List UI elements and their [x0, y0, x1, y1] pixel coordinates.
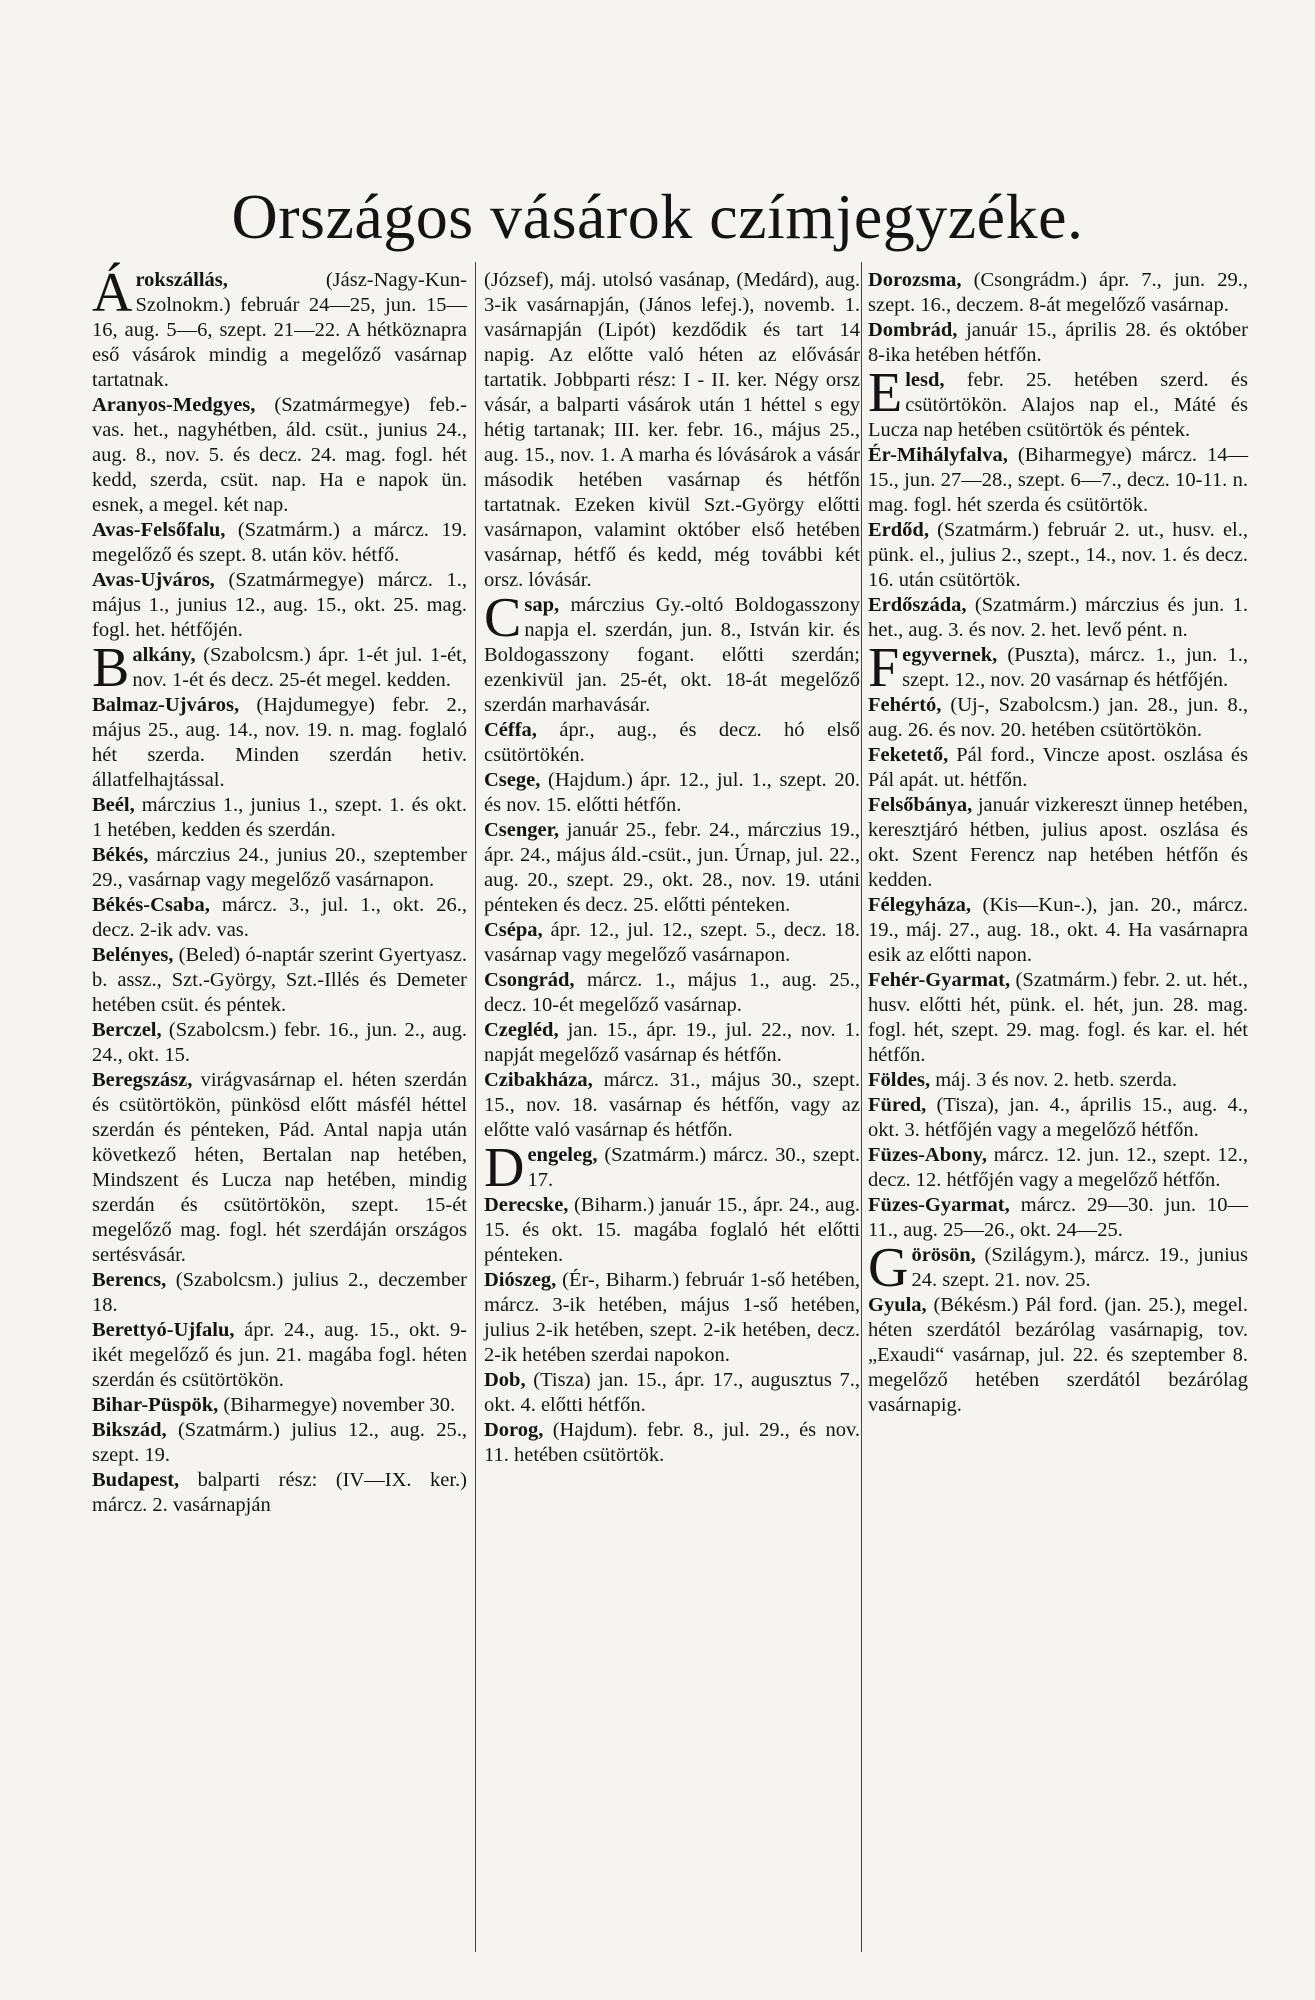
- market-dates: (Szatmárm.) márcz. 30., szept. 17.: [527, 1144, 860, 1191]
- town-name: Aranyos-Medgyes,: [92, 394, 256, 416]
- market-dates: (Biharmegye) november 30.: [218, 1394, 456, 1416]
- market-dates: (Szilágym.), márcz. 19., junius 24. szept. 21. nov. 25.: [911, 1244, 1248, 1291]
- market-entry: [868, 318, 1248, 368]
- market-entry: [92, 893, 467, 943]
- town-name: Erdőszáda,: [868, 594, 967, 616]
- market-entry: [868, 1293, 1248, 1418]
- market-dates: (Ér-, Biharm.) február 1-ső hetében, márcz. 3-ik hetében, május 1-ső hetében, julius 2-ik hetében, szept. 2-ik hetében, decz. 2-ik hetében szerdai napokon.: [484, 1269, 860, 1366]
- town-name: sap,: [524, 594, 560, 616]
- market-entry: [484, 768, 860, 818]
- town-name: Berencs,: [92, 1269, 167, 1291]
- market-dates: (Szatmárm.) a márcz. 19. megelőző és szept. 8. után köv. hétfő.: [92, 519, 467, 566]
- market-entry: [92, 262, 467, 393]
- market-dates: (Szatmárm.) márczius és jun. 1. het., aug. 3. és nov. 2. het. levő pént. n.: [868, 594, 1248, 641]
- market-entry: [484, 1193, 860, 1268]
- market-dates: (Szabolcsm.) febr. 16., jun. 2., aug. 24., okt. 15.: [92, 1019, 467, 1066]
- market-dates: (Békésm.) Pál ford. (jan. 25.), megel. héten szerdától bezárólag vasárnapig, tov. „Exaudi“ vasárnap, jul. 22. és szeptember 8. megelőző hetében szerdától bezárólag vasárnapig.: [868, 1294, 1248, 1416]
- page-title: Országos vásárok czímjegyzéke.: [231, 181, 1084, 252]
- town-name: Bihar-Püspök,: [92, 1394, 219, 1416]
- market-entry: [868, 1143, 1248, 1193]
- column-divider: [861, 262, 862, 1952]
- market-dates: ápr. 24., aug. 15., okt. 9-ikét megelőző és jun. 21. magába fogl. héten szerdán és csütörtökön.: [92, 1319, 467, 1391]
- town-name: Békés-Csaba,: [92, 894, 210, 916]
- town-name: Czibakháza,: [484, 1069, 593, 1091]
- market-dates: márcz. 1., május 1., aug. 25., decz. 10-ét megelőző vasárnap.: [484, 969, 860, 1016]
- town-name: Derecske,: [484, 1194, 569, 1216]
- drop-cap: E: [868, 362, 903, 424]
- town-name: Avas-Felsőfalu,: [92, 519, 226, 541]
- market-entry: [868, 443, 1248, 518]
- town-name: Békés,: [92, 844, 149, 866]
- town-name: Berczel,: [92, 1019, 162, 1041]
- town-name: Budapest,: [92, 1469, 180, 1491]
- town-name: Csépa,: [484, 919, 543, 941]
- town-name: Beél,: [92, 794, 135, 816]
- market-entry: [868, 1093, 1248, 1143]
- town-name: Gyula,: [868, 1294, 927, 1316]
- market-dates: márcz. 31., május 30., szept. 15., nov. 18. vasárnap és hétfőn, vagy az előtte való vasárnap és hétfőn.: [484, 1069, 860, 1141]
- drop-cap: D: [484, 1137, 525, 1199]
- market-entry: [92, 568, 467, 643]
- town-name: engeleg,: [527, 1144, 598, 1166]
- market-entry: [484, 968, 860, 1018]
- market-dates: márczius 1., junius 1., szept. 1. és okt. 1 hetében, kedden és szerdán.: [92, 794, 467, 841]
- market-dates: (Jász-Nagy-Kun-Szolnokm.) február 24—25, jun. 15—16, aug. 5—6, szept. 21—22. A hétköznapra eső vásárok mindig a megelőző vasárnap tartatnak.: [92, 269, 467, 391]
- market-dates: (Biharmegye) márcz. 14—15., jun. 27—28., szept. 6—7., decz. 10-11. n. mag. fogl. hét szerda és csütörtök.: [868, 444, 1248, 516]
- market-entry: [868, 268, 1248, 318]
- town-name: Avas-Ujváros,: [92, 569, 215, 591]
- market-entry: [868, 593, 1248, 643]
- town-name: Feketető,: [868, 744, 949, 766]
- market-entry: [868, 1237, 1248, 1299]
- market-dates: (Szatmármegye) feb.-vas. het., nagyhétben, áld. csüt., junius 24., aug. 8., nov. 5. és decz. 24. mag. fogl. hét kedd, szerda, csüt. nap. Ha e napok ün. esnek, a megel. két nap.: [92, 394, 467, 516]
- market-dates: márcz. 3., jul. 1., okt. 26., decz. 2-ik adv. vas.: [92, 894, 467, 941]
- town-name: rokszállás,: [135, 269, 228, 291]
- town-name: Dob,: [484, 1369, 526, 1391]
- market-dates: (Szabolcsm.) julius 2., deczember 18.: [92, 1269, 467, 1316]
- market-dates: ápr. 12., jul. 12., szept. 5., decz. 18. vasárnap vagy megelőző vasárnapon.: [484, 919, 860, 966]
- market-dates: márcz. 29—30. jun. 10—11., aug. 25—26., okt. 24—25.: [868, 1194, 1248, 1241]
- town-name: Balmaz-Ujváros,: [92, 694, 240, 716]
- market-entry: [92, 1068, 467, 1268]
- market-dates: (Szatmármegye) márcz. 1., május 1., junius 12., aug. 15., okt. 25. mag. fogl. het. hétfőjén.: [92, 569, 467, 641]
- town-name: lesd,: [905, 369, 945, 391]
- market-dates: márczius 24., junius 20., szeptember 29., vasárnap vagy megelőző vasárnapon.: [92, 844, 467, 891]
- market-dates: ápr., aug., és decz. hó első csütörtökén.: [484, 719, 860, 766]
- town-name: Beregszász,: [92, 1069, 193, 1091]
- market-entry: [484, 818, 860, 918]
- market-entry: [92, 1268, 467, 1318]
- town-name: Csege,: [484, 769, 541, 791]
- town-name: Erdőd,: [868, 519, 929, 541]
- market-entry: [484, 718, 860, 768]
- town-name: Dombrád,: [868, 319, 958, 341]
- town-name: Fehértó,: [868, 694, 942, 716]
- town-name: Füred,: [868, 1094, 927, 1116]
- market-dates: (Szatmárm.) julius 12., aug. 25., szept. 19.: [92, 1419, 467, 1466]
- market-entry: [92, 943, 467, 1018]
- town-name: örösön,: [911, 1244, 976, 1266]
- market-dates: márczius Gy.-oltó Boldogasszony napja el. szerdán, jun. 8., István kir. és Boldogasszony fogant. előtti szerdán; ezenkivül jan. 25-ét, okt. 18-át megelőző szerdán marhavásár.: [484, 594, 860, 716]
- market-entry: [868, 637, 1248, 699]
- market-entry: [92, 1468, 467, 1518]
- market-entry: [868, 1193, 1248, 1243]
- market-entry: [92, 518, 467, 568]
- market-dates: márcz. 12. jun. 12., szept. 12., decz. 12. hétfőjén vagy a megelőző hétfőn.: [868, 1144, 1248, 1191]
- market-dates: (Szatmárm.) február 2. ut., husv. el., pünk. el., julius 2., szept., 14., nov. 1. és decz. 16. után csütörtök.: [868, 519, 1248, 591]
- drop-cap: Á: [92, 262, 133, 324]
- town-name: Céffa,: [484, 719, 537, 741]
- market-dates: (Tisza), jan. 4., április 15., aug. 4., okt. 3. hétfőjén vagy a megelőző hétfőn.: [868, 1094, 1248, 1141]
- market-entry: [92, 843, 467, 893]
- town-name: egyvernek,: [902, 644, 998, 666]
- market-dates: (Hajdumegye) febr. 2., május 25., aug. 14., nov. 19. n. mag. foglaló hét szerda. Minden szerdán hetiv. állatfelhajtással.: [92, 694, 467, 791]
- town-name: Csenger,: [484, 819, 559, 841]
- market-dates: virágvasárnap el. héten szerdán és csütörtökön, pünkösd előtt másfél héttel szerdán és pénteken, Pád. Antal napja után következő héten, Bertalan nap hetében, Mindszent és Lucza nap hetében, mindig szerdán és csütörtökön, szept. 15-ét megelőző mag. fogl. hét szerdáján országos sertésvásár.: [92, 1069, 467, 1266]
- town-name: Dorog,: [484, 1419, 544, 1441]
- market-entry: [92, 693, 467, 793]
- market-entry: [868, 362, 1248, 443]
- town-name: Diószeg,: [484, 1269, 557, 1291]
- market-dates: (Beled) ó-naptár szerint Gyertyasz. b. assz., Szt.-György, Szt.-Illés és Demeter hetében csüt. és péntek.: [92, 944, 467, 1016]
- town-name: Dorozsma,: [868, 269, 962, 291]
- market-dates: jan. 15., ápr. 19., jul. 22., nov. 1. napját megelőző vasárnap és hétfőn.: [484, 1019, 860, 1066]
- market-entry: [484, 1418, 860, 1468]
- market-dates: balparti rész: (IV—IX. ker.) márcz. 2. vasárnapján: [92, 1469, 467, 1516]
- market-dates: (Hajdum.) ápr. 12., jul. 1., szept. 20. és nov. 15. előtti hétfőn.: [484, 769, 860, 816]
- market-dates: máj. 3 és nov. 2. hetb. szerda.: [930, 1069, 1177, 1091]
- column-3: [868, 268, 1248, 1418]
- town-name: alkány,: [132, 644, 196, 666]
- market-entry: [868, 693, 1248, 743]
- market-dates: január 25., febr. 24., márczius 19., ápr. 24., május áld.-csüt., jun. Úrnap, jul. 22., aug. 20., szept. 29., okt. 28., nov. 19. utáni pénteken és decz. 25. előtti pénteken.: [484, 819, 860, 916]
- market-entry: [868, 968, 1248, 1068]
- market-entry: [868, 893, 1248, 968]
- market-dates: (Kis—Kun-.), jan. 20., márcz. 19., máj. 27., aug. 18., okt. 4. Ha vasárnapra esik az előtti napon.: [868, 894, 1248, 966]
- drop-cap: B: [92, 637, 130, 699]
- market-dates: Pál ford., Vincze apost. oszlása és Pál apát. ut. hétfőn.: [868, 744, 1248, 791]
- town-name: Berettyó-Ujfalu,: [92, 1319, 235, 1341]
- market-entry: [92, 1393, 467, 1418]
- market-entry: [92, 1418, 467, 1468]
- market-dates: (Tisza) jan. 15., ápr. 17., augusztus 7., okt. 4. előtti hétfőn.: [484, 1369, 860, 1416]
- market-entry: [868, 743, 1248, 793]
- drop-cap: F: [868, 637, 900, 699]
- market-entry: [484, 918, 860, 968]
- market-dates: (Csongrádm.) ápr. 7., jun. 29., szept. 16., deczem. 8-át megelőző vasárnap.: [868, 269, 1248, 316]
- town-name: Belényes,: [92, 944, 174, 966]
- town-name: Bikszád,: [92, 1419, 167, 1441]
- market-entry: [868, 1068, 1248, 1093]
- market-entry: [92, 637, 467, 699]
- market-entry: [484, 1268, 860, 1368]
- town-name: Csongrád,: [484, 969, 575, 991]
- market-entry: [484, 1368, 860, 1418]
- market-dates: febr. 25. hetében szerd. és csütörtökön. Alajos nap el., Máté és Lucza nap hetében csütörtök és péntek.: [868, 369, 1248, 441]
- market-entry: [484, 1018, 860, 1068]
- market-entry: [92, 793, 467, 843]
- market-entry: [92, 1018, 467, 1068]
- market-entry: [484, 587, 860, 718]
- column-2: [484, 268, 860, 1468]
- market-dates: január vizkereszt ünnep hetében, keresztjáró hétben, julius apost. oszlása és okt. Szent Ferencz nap hetében hétfőn és kedden.: [868, 794, 1248, 891]
- market-entry: [484, 268, 860, 593]
- market-dates: (Hajdum). febr. 8., jul. 29., és nov. 11. hetében csütörtök.: [484, 1419, 860, 1466]
- market-dates: január 15., április 28. és október 8-ika hetében hétfőn.: [868, 319, 1248, 366]
- town-name: Füzes-Abony,: [868, 1144, 988, 1166]
- market-entry: [484, 1137, 860, 1199]
- column-1: [92, 262, 467, 1518]
- drop-cap: G: [868, 1237, 909, 1299]
- market-dates: (Szabolcsm.) ápr. 1-ét jul. 1-ét, nov. 1-ét és decz. 25-ét megel. kedden.: [132, 644, 467, 691]
- market-entry: [92, 393, 467, 518]
- market-dates: (József), máj. utolsó vasánap, (Medárd), aug. 3-ik vasárnapján, (János lefej.), novemb. 1. vasárnapján (Lipót) kezdődik és tart 14 napig. Az előtte való héten az elővásár tartatik. Jobbparti rész: I - II. ker. Négy orsz vásár, a balparti vásárok után 1 héttel s egy hétig tartanak; III. ker. febr. 16., május 25., aug. 15., nov. 1. A marha és lóvásárok a vásár második hetében vasárnap és hétfőn tartatnak. Ezeken kivül Szt.-György előtti vasárnapon, valamint október első hetében vasárnap, hétfő és kedd, még további két orsz. lóvásár.: [484, 269, 860, 591]
- town-name: Ér-Mihályfalva,: [868, 444, 1008, 466]
- town-name: Felsőbánya,: [868, 794, 973, 816]
- market-dates: (Szatmárm.) febr. 2. ut. hét., husv. előtti hét, pünk. el. hét, jun. 28. mag. fogl. hét, szept. 29. mag. fogl. és kar. el. hét hétfőn.: [868, 969, 1248, 1066]
- market-entry: [92, 1318, 467, 1393]
- town-name: Fehér-Gyarmat,: [868, 969, 1011, 991]
- market-entry: [868, 518, 1248, 593]
- town-name: Füzes-Gyarmat,: [868, 1194, 1010, 1216]
- column-divider: [475, 262, 476, 1952]
- market-entry: [868, 793, 1248, 893]
- town-name: Félegyháza,: [868, 894, 972, 916]
- market-dates: (Puszta), márcz. 1., jun. 1., szept. 12., nov. 20 vasárnap és hétfőjén.: [902, 644, 1248, 691]
- market-dates: (Biharm.) január 15., ápr. 24., aug. 15. és okt. 15. magába foglaló hét előtti pénteken.: [484, 1194, 860, 1266]
- drop-cap: C: [484, 587, 522, 649]
- market-entry: [484, 1068, 860, 1143]
- town-name: Czegléd,: [484, 1019, 559, 1041]
- town-name: Földes,: [868, 1069, 931, 1091]
- market-dates: (Uj-, Szabolcsm.) jan. 28., jun. 8., aug. 26. és nov. 20. hetében csütörtökön.: [868, 694, 1248, 741]
